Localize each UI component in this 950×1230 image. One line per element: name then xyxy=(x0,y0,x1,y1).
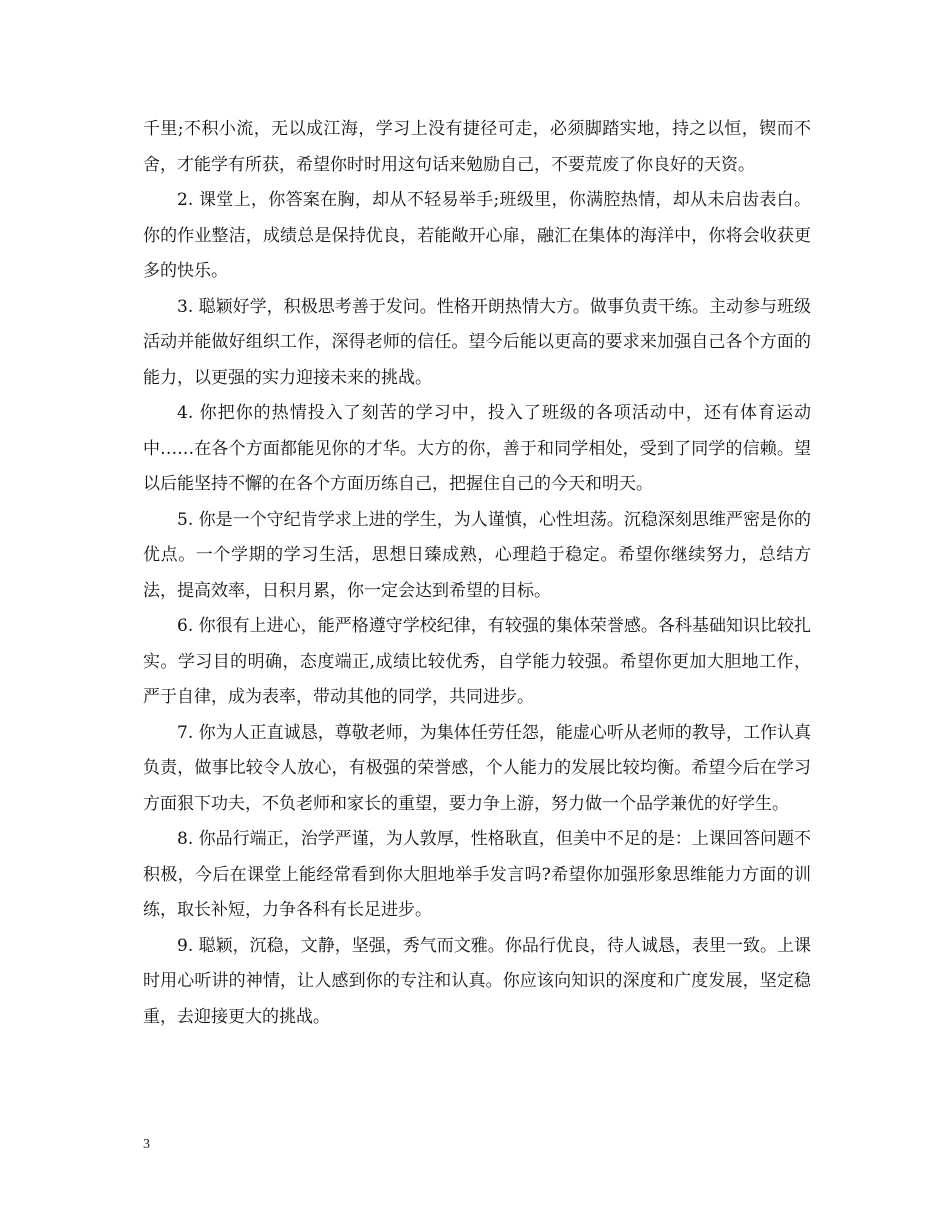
paragraph-item-6: 6. 你很有上进心，能严格遵守学校纪律，有较强的集体荣誉感。各科基础知识比较扎实。学习目的明确，态度端正,成绩比较优秀，自学能力较强。希望你更加大胆地工作，严于自律，成为表率，带动其他的同学，共同进步。 xyxy=(143,616,811,707)
paragraph-item-7: 7. 你为人正直诚恳，尊敬老师，为集体任劳任怨，能虚心听从老师的教导，工作认真负责，做事比较令人放心，有极强的荣誉感，个人能力的发展比较均衡。希望今后在学习方面狠下功夫，不负老师和家长的重望，要力争上游，努力做一个品学兼优的好学生。 xyxy=(143,722,811,814)
paragraph-continuation: 千里;不积小流，无以成江海，学习上没有捷径可走，必须脚踏实地，持之以恒，锲而不舍，才能学有所获，希望你时时用这句话来勉励自己，不要荒废了你良好的天资。 xyxy=(143,119,811,175)
paragraph-item-4: 4. 你把你的热情投入了刻苦的学习中，投入了班级的各项活动中，还有体育运动中……在各个方面都能见你的才华。大方的你，善于和同学相处，受到了同学的信赖。望以后能坚持不懈的在各个方面历练自己，把握住自己的今天和明天。 xyxy=(143,403,811,494)
page-number: 3 xyxy=(143,1137,150,1152)
paragraph-item-9: 9. 聪颖，沉稳，文静，坚强，秀气而文雅。你品行优良，待人诚恳，表里一致。上课时用心听讲的神情，让人感到你的专注和认真。你应该向知识的深度和广度发展，坚定稳重，去迎接更大的挑战。 xyxy=(143,935,811,1027)
paragraph-item-2: 2. 课堂上，你答案在胸，却从不轻易举手;班级里，你满腔热情，却从未启齿表白。你的作业整洁，成绩总是保持优良，若能敞开心扉，融汇在集体的海洋中，你将会收获更多的快乐。 xyxy=(143,190,811,281)
document-body xyxy=(143,112,811,1035)
paragraph-item-5: 5. 你是一个守纪肯学求上进的学生，为人谨慎，心性坦荡。沉稳深刻思维严密是你的优点。一个学期的学习生活，思想日臻成熟，心理趋于稳定。希望你继续努力，总结方法，提高效率，日积月累，你一定会达到希望的目标。 xyxy=(143,509,811,601)
paragraph-item-3: 3. 聪颖好学，积极思考善于发问。性格开朗热情大方。做事负责干练。主动参与班级活动并能做好组织工作，深得老师的信任。望今后能以更高的要求来加强自己各个方面的能力，以更强的实力迎接未来的挑战。 xyxy=(143,296,811,388)
paragraph-item-8: 8. 你品行端正，治学严谨，为人敦厚，性格耿直，但美中不足的是：上课回答问题不积极，今后在课堂上能经常看到你大胆地举手发言吗?希望你加强形象思维能力方面的训练，取长补短，力争各科有长足进步。 xyxy=(143,829,811,920)
